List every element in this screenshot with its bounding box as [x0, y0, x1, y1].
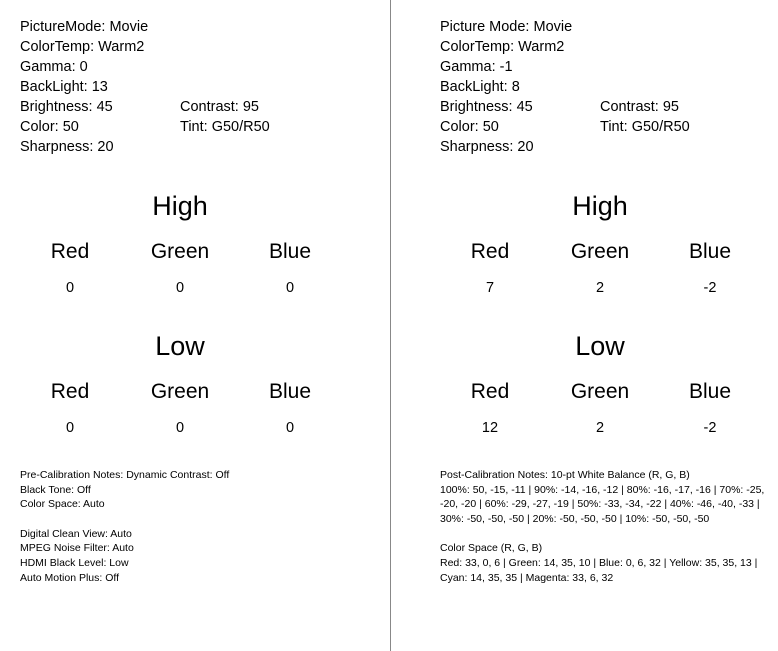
backlight-setting: BackLight: 13	[20, 79, 108, 95]
low-blue-value: -2	[703, 420, 717, 436]
high-red-label: Red	[470, 240, 510, 263]
white-balance-values: 100%: 50, -15, -11 | 90%: -14, -16, -12 | 80%: -16, -17, -16 | 70%: -25, -20, -20 | 60%: -29, -27, -19 | 50%: -33, -34, -22 | 40%: -46, -40, -33 | 30%: -50, -50, -50 | 20%: -50, -50, -50 | 10%: -50, -50, -50	[440, 483, 765, 525]
notes-line: Auto Motion Plus: Off	[20, 571, 120, 584]
picture-mode-setting: Picture Mode: Movie	[440, 19, 573, 35]
low-red-value: 12	[481, 420, 499, 436]
contrast-setting: Contrast: 95	[600, 99, 679, 115]
low-blue-label: Blue	[688, 380, 732, 403]
picture-settings	[440, 17, 690, 157]
post-calibration-panel	[391, 0, 778, 651]
brightness-setting: Brightness: 45	[20, 99, 113, 115]
low-heading: Low	[575, 331, 625, 361]
high-green-value: 0	[175, 280, 185, 296]
high-blue-label: Blue	[688, 240, 732, 263]
high-blue-value: -2	[703, 280, 717, 296]
sharpness-setting: Sharpness: 20	[20, 139, 114, 155]
high-blue-label: Blue	[268, 240, 312, 263]
white-balance-title: Post-Calibration Notes: 10-pt White Balance (R, G, B)	[440, 469, 690, 481]
low-green-value: 2	[595, 420, 605, 436]
tint-setting: Tint: G50/R50	[600, 119, 690, 135]
backlight-setting: BackLight: 8	[440, 79, 520, 95]
color-tint-row	[20, 117, 270, 137]
high-red-value: 0	[65, 280, 75, 296]
color-setting: Color: 50	[20, 119, 79, 135]
color-space-title: Color Space (R, G, B)	[440, 542, 543, 555]
pre-calibration-notes	[20, 468, 350, 585]
low-blue-label: Blue	[268, 380, 312, 403]
high-red-value: 7	[485, 280, 495, 296]
high-blue-value: 0	[285, 280, 295, 296]
high-green-label: Green	[150, 240, 210, 263]
high-heading: High	[152, 191, 208, 221]
high-red-label: Red	[50, 240, 90, 263]
low-heading: Low	[155, 331, 205, 361]
sharpness-setting: Sharpness: 20	[440, 139, 534, 155]
picture-settings	[20, 17, 270, 157]
low-red-label: Red	[50, 380, 90, 403]
brightness-contrast-row	[20, 97, 259, 117]
high-green-label: Green	[570, 240, 630, 263]
picture-mode-setting: PictureMode: Movie	[20, 19, 149, 35]
low-red-value: 0	[65, 420, 75, 436]
low-green-value: 0	[175, 420, 185, 436]
color-temp-setting: ColorTemp: Warm2	[440, 39, 565, 55]
notes-line: HDMI Black Level: Low	[20, 556, 129, 569]
high-heading: High	[572, 191, 628, 221]
high-green-value: 2	[595, 280, 605, 296]
tint-setting: Tint: G50/R50	[180, 119, 270, 135]
brightness-setting: Brightness: 45	[440, 99, 533, 115]
low-red-label: Red	[470, 380, 510, 403]
gamma-setting: Gamma: 0	[20, 59, 88, 75]
notes-line: MPEG Noise Filter: Auto	[20, 542, 134, 555]
color-space-values: Red: 33, 0, 6 | Green: 14, 35, 10 | Blue: 0, 6, 32 | Yellow: 35, 35, 13 | Cyan: 14, 35, 35 | Magenta: 33, 6, 32	[440, 556, 758, 584]
low-green-label: Green	[570, 380, 630, 403]
low-blue-value: 0	[285, 420, 295, 436]
gamma-setting: Gamma: -1	[440, 59, 513, 75]
notes-line: Pre-Calibration Notes: Dynamic Contrast: Off	[20, 469, 230, 481]
color-tint-row	[440, 117, 690, 137]
color-temp-setting: ColorTemp: Warm2	[20, 39, 145, 55]
notes-line: Color Space: Auto	[20, 498, 105, 511]
notes-line: Black Tone: Off	[20, 483, 91, 496]
color-setting: Color: 50	[440, 119, 499, 135]
notes-line: Digital Clean View: Auto	[20, 527, 132, 540]
post-calibration-notes	[440, 468, 770, 585]
contrast-setting: Contrast: 95	[180, 99, 259, 115]
brightness-contrast-row	[440, 97, 679, 117]
low-green-label: Green	[150, 380, 210, 403]
